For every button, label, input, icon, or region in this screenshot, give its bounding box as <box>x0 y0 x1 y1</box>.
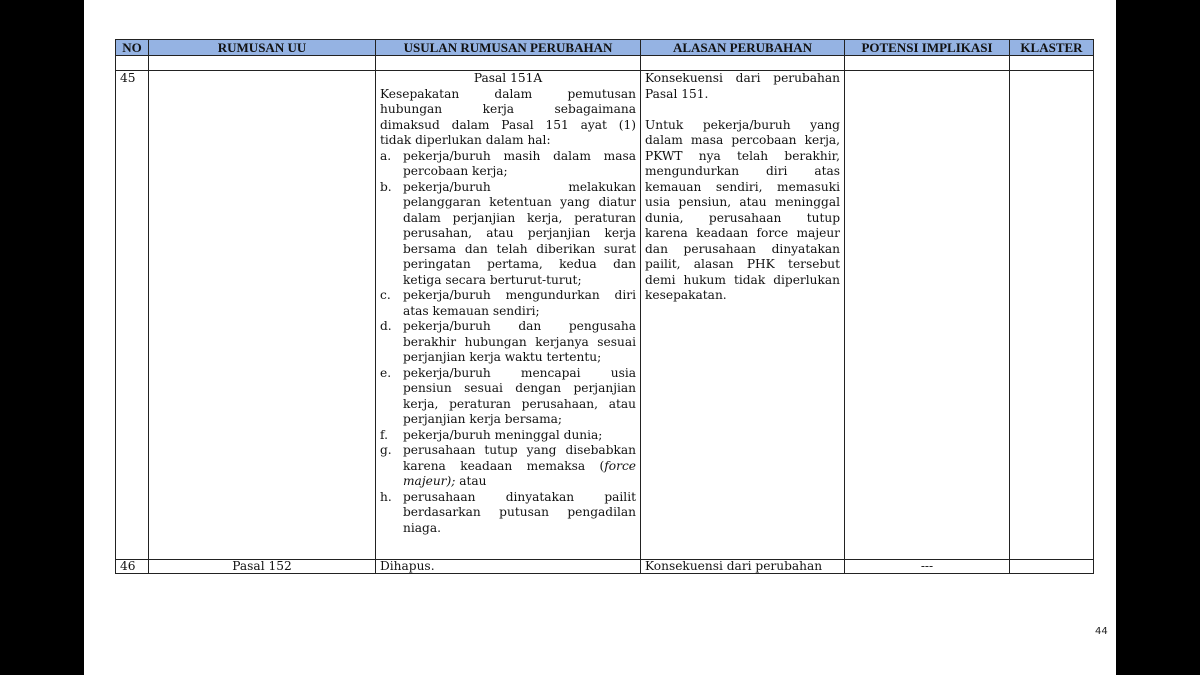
list-item <box>380 149 636 180</box>
list-item-text: pekerja/buruh mengundurkan diri atas kemauan sendiri; <box>403 288 636 318</box>
alasan-paragraph: Untuk pekerja/buruh yang dalam masa percobaan kerja, PKWT nya telah berakhir, mengundurkan diri atas kemauan sendiri, memasuki usia pensiun, atau meninggal dunia, perusahaan tutup karena keadaan force majeur dan perusahaan dinyatakan pailit, alasan PHK tersebut demi hukum tidak diperlukan kesepakatan. <box>645 117 840 302</box>
list-item <box>380 443 636 490</box>
list-item-label: b. <box>380 179 392 194</box>
list-item-text-post: atau <box>455 474 487 488</box>
row-number: 46 <box>116 560 149 574</box>
document-page <box>84 0 1116 675</box>
header-klaster: KLASTER <box>1010 40 1094 56</box>
list-item-text: pekerja/buruh melakukan pelanggaran ketentuan yang diatur dalam perjanjian kerja, peraturan perusahan, atau perjanjian kerja bersama dan telah diberikan surat peringatan pertama, kedua dan ketiga secara berturut-turut; <box>403 179 636 287</box>
list-item <box>380 490 636 537</box>
page-number: 44 <box>1095 626 1108 637</box>
amendment-table <box>115 39 1094 574</box>
intro-line: hubungan kerja sebagaimana <box>380 102 636 116</box>
list-item-label: h. <box>380 489 392 504</box>
intro-line: Kesepakatan dalam pemutusan <box>380 86 636 101</box>
intro-line: tidak diperlukan dalam hal: <box>380 133 551 147</box>
potensi-cell <box>845 71 1010 560</box>
header-alasan: ALASAN PERUBAHAN <box>641 40 845 56</box>
list-item <box>380 428 636 444</box>
list-item <box>380 319 636 366</box>
list-item-text: pekerja/buruh masih dalam masa percobaan kerja; <box>403 148 636 178</box>
intro-line: dimaksud dalam Pasal 151 ayat (1) <box>380 117 636 132</box>
rumusan-uu-cell: Pasal 152 <box>149 560 376 574</box>
list-item <box>380 288 636 319</box>
list-item <box>380 366 636 428</box>
list-item <box>380 180 636 289</box>
klaster-cell <box>1010 560 1094 574</box>
list-item-label: g. <box>380 443 392 457</box>
list-item-label: c. <box>380 288 391 302</box>
header-usulan: USULAN RUMUSAN PERUBAHAN <box>376 40 641 56</box>
table-header-row <box>116 40 1094 56</box>
list-item-text: pekerja/buruh mencapai usia pensiun sesuai dengan perjanjian kerja, peraturan perusahaan, atau perjanjian kerja bersama; <box>403 365 636 426</box>
potensi-cell: --- <box>845 560 1010 574</box>
list-item-text-italic: force majeur); <box>403 458 636 488</box>
alasan-paragraph: Konsekuensi dari perubahan Pasal 151. <box>645 71 840 101</box>
header-rumusan-uu: RUMUSAN UU <box>149 40 376 56</box>
table-row <box>116 560 1094 574</box>
list-item-text-pre: perusahaan tutup yang disebabkan karena keadaan memaksa ( <box>403 443 636 473</box>
article-title: Pasal 151A <box>473 71 543 85</box>
alasan-cell: Konsekuensi dari perubahan <box>641 560 845 574</box>
klaster-cell <box>1010 71 1094 560</box>
list-item-label: f. <box>380 427 388 442</box>
rumusan-uu-cell <box>149 71 376 560</box>
alasan-cell <box>641 71 845 560</box>
usulan-cell: Dihapus. <box>376 560 641 574</box>
usulan-cell <box>376 71 641 560</box>
row-number: 45 <box>116 71 149 560</box>
header-no: NO <box>116 40 149 56</box>
list-item-text <box>403 443 636 490</box>
list-item-text: perusahaan dinyatakan pailit berdasarkan putusan pengadilan niaga. <box>403 489 636 535</box>
list-item-text: pekerja/buruh dan pengusaha berakhir hubungan kerjanya sesuai perjanjian kerja waktu tertentu; <box>403 319 636 364</box>
list-item-label: d. <box>380 319 392 333</box>
header-potensi: POTENSI IMPLIKASI <box>845 40 1010 56</box>
condition-list <box>380 149 636 537</box>
list-item-label: a. <box>380 148 392 163</box>
table-row <box>116 71 1094 560</box>
list-item-text: pekerja/buruh meninggal dunia; <box>403 427 603 442</box>
table-spacer-row <box>116 56 1094 71</box>
list-item-label: e. <box>380 365 392 380</box>
